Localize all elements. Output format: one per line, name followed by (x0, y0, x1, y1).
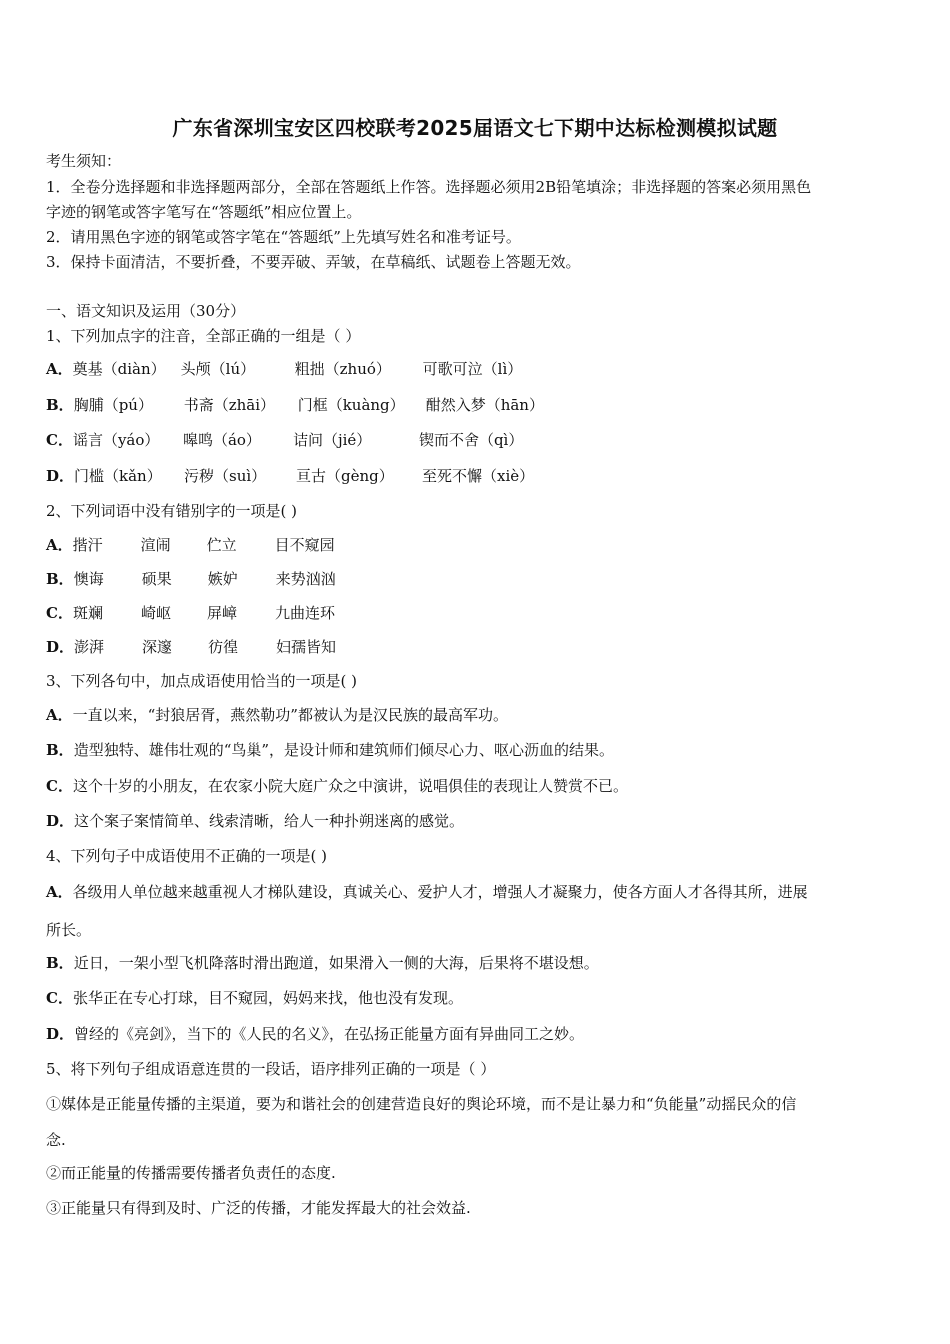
option-item: 门框（kuàng） (297, 396, 405, 414)
option-item: 澎湃 (74, 638, 105, 656)
notice-item-1: 1．全卷分选择题和非选择题两部分，全部在答题纸上作答。选择题必须用2B铅笔填涂；非选择题的答案必须用黑色 (46, 178, 812, 196)
page-title: 广东省深圳宝安区四校联考2025届语文七下期中达标检测模拟试题 (172, 116, 778, 140)
q5-sentence-1: ①媒体是正能量传播的主渠道，要为和谐社会的创建营造良好的舆论环境，而不是让暴力和“负能量”动摇民众的信 (46, 1095, 797, 1113)
option-label: C． (46, 604, 73, 622)
q3-option-c (46, 775, 906, 797)
option-label: A． (46, 883, 73, 901)
notice-heading: 考生须知： (46, 152, 122, 170)
option-item: 渲闹 (140, 536, 171, 554)
option-item: 奠基（diàn） (72, 360, 166, 378)
q5-sentence-3: ③正能量只有得到及时、广泛的传播，才能发挥最大的社会效益. (46, 1199, 471, 1217)
q5-sentence-2: ②而正能量的传播需要传播者负责任的态度. (46, 1164, 336, 1182)
q4-option-d (46, 1023, 906, 1045)
option-item: 锲而不舍（qì） (418, 431, 524, 449)
option-label: A． (46, 360, 73, 378)
question-5-stem: 5、将下列句子组成语意连贯的一段话，语序排列正确的一项是（ ） (46, 1060, 496, 1078)
option-item: 书斋（zhāi） (183, 396, 275, 414)
notice-item-2: 2．请用黑色字迹的钢笔或答字笔在“答题纸”上先填写姓名和准考证号。 (46, 228, 521, 246)
option-item: 谣言（yáo） (72, 431, 160, 449)
option-item: 来势汹汹 (275, 570, 336, 588)
option-item: 诘问（jié） (292, 431, 372, 449)
option-label: B． (46, 570, 74, 588)
option-item: 酣然入梦（hān） (425, 396, 544, 414)
option-label: C． (46, 777, 73, 795)
q3-option-b (46, 739, 906, 761)
option-label: D． (46, 638, 75, 656)
option-item: 懊诲 (73, 570, 104, 588)
option-item: 嗥鸣（áo） (182, 431, 261, 449)
option-item: 崎岖 (140, 604, 171, 622)
option-text: 造型独特、雄伟壮观的“鸟巢”，是设计师和建筑师们倾尽心力、呕心沥血的结果。 (73, 741, 615, 759)
option-label: B． (46, 396, 74, 414)
option-item: 可歌可泣（lì） (422, 360, 523, 378)
option-text: 这个十岁的小朋友，在农家小院大庭广众之中演讲，说唱俱佳的表现让人赞赏不已。 (72, 777, 628, 795)
q3-option-a (46, 704, 906, 726)
q1-option-c (46, 429, 523, 451)
option-item: 头颅（lú） (180, 360, 256, 378)
q4-option-c (46, 987, 906, 1009)
option-item: 伫立 (206, 536, 237, 554)
option-item: 屏嶂 (206, 604, 237, 622)
question-1-stem: 1、下列加点字的注音，全部正确的一组是（ ） (46, 327, 361, 345)
option-item: 硕果 (141, 570, 172, 588)
option-label: A． (46, 536, 73, 554)
q4-option-a (46, 881, 906, 903)
option-item: 胸脯（pú） (73, 396, 153, 414)
option-label: C． (46, 989, 73, 1007)
q1-option-b (46, 394, 544, 416)
option-label: B． (46, 741, 74, 759)
question-3-stem: 3、下列各句中，加点成语使用恰当的一项是( ) (46, 672, 358, 690)
q1-option-d (46, 465, 534, 487)
question-2-stem: 2、下列词语中没有错别字的一项是( ) (46, 502, 298, 520)
question-4-stem: 4、下列句子中成语使用不正确的一项是( ) (46, 847, 328, 865)
option-item: 目不窥园 (274, 536, 335, 554)
option-label: A． (46, 706, 73, 724)
option-item: 揩汗 (72, 536, 103, 554)
q5-sentence-1-cont: 念. (46, 1131, 66, 1149)
option-item: 妇孺皆知 (276, 638, 337, 656)
section-heading: 一、语文知识及运用（30分） (46, 302, 246, 320)
option-item: 斑斓 (72, 604, 103, 622)
option-label: D． (46, 1025, 75, 1043)
option-label: D． (46, 467, 75, 485)
option-item: 粗拙（zhuó） (294, 360, 391, 378)
q2-option-b (46, 568, 336, 590)
option-text: 这个案子案情简单、线索清晰，给人一种扑朔迷离的感觉。 (74, 812, 465, 830)
option-label: B． (46, 954, 74, 972)
option-item: 彷徨 (208, 638, 239, 656)
option-text: 一直以来，“封狼居胥，燕然勒功”都被认为是汉民族的最高军功。 (72, 706, 508, 724)
option-label: D． (46, 812, 75, 830)
q1-option-a (46, 358, 522, 380)
option-item: 至死不懈（xiè） (422, 467, 535, 485)
option-item: 亘古（gèng） (296, 467, 394, 485)
q2-option-a (46, 534, 335, 556)
q4-option-b (46, 952, 906, 974)
notice-item-3: 3．保持卡面清洁，不要折叠，不要弄破、弄皱，在草稿纸、试题卷上答题无效。 (46, 253, 581, 271)
option-item: 九曲连环 (274, 604, 335, 622)
option-text: 各级用人单位越来越重视人才梯队建设，真诚关心、爱护人才，增强人才凝聚力，使各方面人才各得其所，进展 (72, 883, 808, 901)
option-text: 张华正在专心打球，目不窥园，妈妈来找，他也没有发现。 (72, 989, 463, 1007)
option-label: C． (46, 431, 73, 449)
notice-item-1-cont: 字迹的钢笔或答字笔写在“答题纸”相应位置上。 (46, 203, 362, 221)
q2-option-d (46, 636, 336, 658)
q2-option-c (46, 602, 335, 624)
option-item: 嫉妒 (207, 570, 238, 588)
q4-option-a-cont: 所长。 (46, 921, 92, 939)
option-item: 门槛（kǎn） (74, 467, 162, 485)
option-item: 污秽（suì） (184, 467, 267, 485)
option-text: 近日，一架小型飞机降落时滑出跑道，如果滑入一侧的大海，后果将不堪设想。 (73, 954, 599, 972)
q3-option-d (46, 810, 906, 832)
option-text: 曾经的《亮剑》，当下的《人民的名义》，在弘扬正能量方面有异曲同工之妙。 (74, 1025, 585, 1043)
option-item: 深邃 (142, 638, 173, 656)
